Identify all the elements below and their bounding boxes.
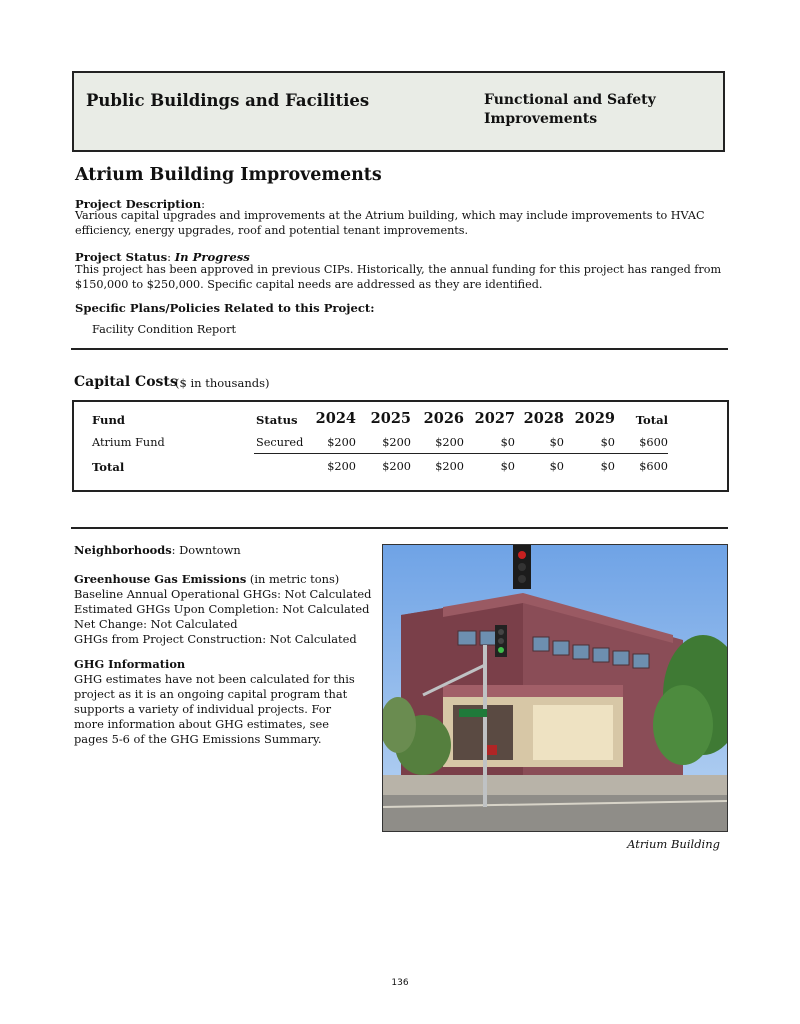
- section-divider-2: [71, 527, 728, 529]
- ghg-unit: (in metric tons): [249, 572, 340, 586]
- ghg-line: Estimated GHGs Upon Completion: Not Calculated: [74, 602, 370, 616]
- project-description: Various capital upgrades and improvements at the Atrium building, which may include improvements to HVAC efficiency, energy upgrades, roof and potential tenant improvements.: [75, 209, 705, 237]
- total-value-2026: $200: [435, 460, 464, 473]
- neighborhoods-label: Neighborhoods: [74, 543, 172, 557]
- row-value-2024: $200: [327, 436, 356, 449]
- col-header-2026: 2026: [423, 410, 464, 427]
- photo-caption: Atrium Building: [627, 837, 720, 851]
- status-value: In Progress: [174, 250, 250, 264]
- plans-value: Facility Condition Report: [92, 323, 237, 336]
- ghg-line: Baseline Annual Operational GHGs: Not Calculated: [74, 587, 372, 601]
- row-value-2026: $200: [435, 436, 464, 449]
- col-header-status: Status: [256, 413, 298, 427]
- total-value-2029: $0: [600, 460, 615, 473]
- capital-costs-title: Capital Costs: [74, 374, 178, 390]
- total-value-total: $600: [639, 460, 668, 473]
- row-value-total: $600: [639, 436, 668, 449]
- col-header-2029: 2029: [574, 410, 615, 427]
- category-title: Public Buildings and Facilities: [86, 91, 370, 110]
- col-header-fund: Fund: [92, 413, 125, 427]
- row-value-2025: $200: [382, 436, 411, 449]
- row-value-2029: $0: [600, 436, 615, 449]
- row-underline: [254, 453, 668, 454]
- ghg-info-label: GHG Information: [74, 657, 186, 671]
- row-value-2028: $0: [549, 436, 564, 449]
- col-header-2027: 2027: [474, 410, 515, 427]
- project-description-heading: Project Description:: [75, 197, 206, 211]
- neighborhoods: Neighborhoods: Downtown: [74, 543, 241, 557]
- project-status-heading: Project Status: In Progress: [75, 250, 250, 264]
- col-header-2028: 2028: [523, 410, 564, 427]
- total-row-label: Total: [92, 460, 125, 474]
- total-value-2024: $200: [327, 460, 356, 473]
- ghg-info-section: [74, 657, 359, 747]
- project-title: Atrium Building Improvements: [75, 165, 382, 185]
- plans-label: Specific Plans/Policies Related to this Project:: [75, 301, 375, 315]
- capital-costs-table: [72, 400, 729, 492]
- project-status-text: This project has been approved in previous CIPs. Historically, the annual funding for this project has ranged from $150,000 to $250,000. Specific capital needs are addressed as they are identified.: [75, 263, 722, 291]
- row-value-2027: $0: [500, 436, 515, 449]
- neighborhoods-value: Downtown: [179, 543, 241, 557]
- col-header-2024: 2024: [315, 410, 356, 427]
- page-number: 136: [391, 978, 409, 988]
- row-status: Secured: [256, 436, 304, 449]
- total-value-2027: $0: [500, 460, 515, 473]
- subcategory-title: Functional and Safety Improvements: [484, 92, 656, 127]
- total-value-2025: $200: [382, 460, 411, 473]
- ghg-line: GHGs from Project Construction: Not Calculated: [74, 632, 357, 646]
- section-header: [72, 71, 725, 152]
- ghg-line: Net Change: Not Calculated: [74, 617, 238, 631]
- atrium-building-photo: [382, 544, 728, 832]
- ghg-section: [74, 572, 374, 647]
- total-value-2028: $0: [549, 460, 564, 473]
- ghg-info-text: GHG estimates have not been calculated for this project as it is an ongoing capital program that supports a variety of individual projects. For more information about GHG estimates, see pages 5-6 of the GHG Emissions Summary.: [74, 672, 355, 746]
- description-label: Project Description: [75, 197, 202, 211]
- ghg-label: Greenhouse Gas Emissions: [74, 572, 247, 586]
- section-divider: [71, 348, 728, 350]
- col-header-total: Total: [635, 413, 668, 427]
- row-fund-name: Atrium Fund: [92, 436, 165, 449]
- col-header-2025: 2025: [370, 410, 411, 427]
- status-label: Project Status: [75, 250, 168, 264]
- capital-costs-unit: ($ in thousands): [175, 376, 270, 390]
